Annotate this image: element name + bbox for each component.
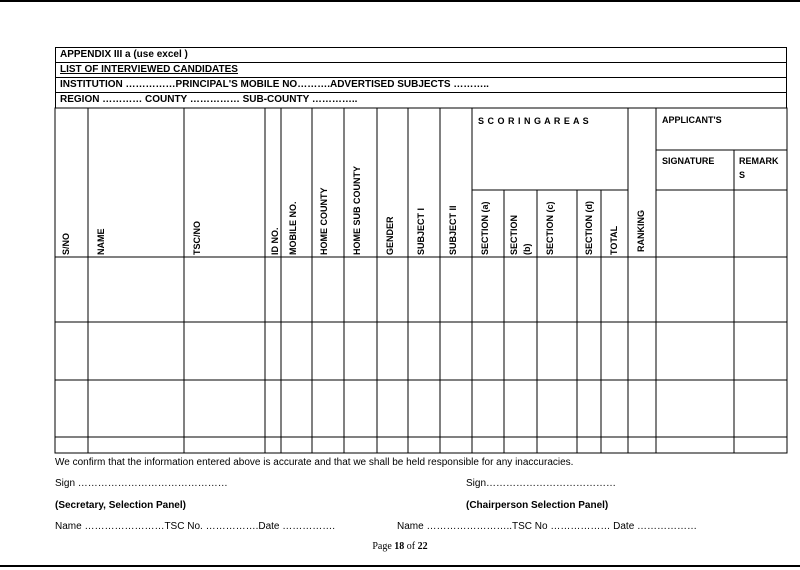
col-id: ID NO. [270,227,280,255]
secretary-label: (Secretary, Selection Panel) [55,500,186,511]
appendix-title: APPENDIX III a (use excel ) [55,47,787,62]
col-section-d: SECTION (d) [584,201,594,255]
name-right: Name ……………………..TSC No ……………… Date ……………… [397,521,698,532]
column-lines [88,108,734,453]
col-section-a: SECTION (a) [480,201,490,255]
col-sno: S/NO [61,232,71,255]
remarks-header-suffix: S [739,170,746,180]
col-home-county: HOME COUNTY [319,187,329,255]
sign-right: Sign………………………………… [466,478,617,489]
col-subject1: SUBJECT I [416,207,426,255]
signature-header: SIGNATURE [662,156,715,166]
chairperson-label: (Chairperson Selection Panel) [466,500,609,511]
col-mobile: MOBILE NO. [288,201,298,255]
institution-line: INSTITUTION ……………PRINCIPAL'S MOBILE NO……….ADVERTISED SUBJECTS ……….. [55,77,787,92]
applicants-header: APPLICANT'S [662,115,722,125]
col-section-c: SECTION (c) [545,201,555,255]
confirmation-text: We confirm that the information entered above is accurate and that we shall be held responsible for any inaccuracies. [55,457,574,468]
col-total: TOTAL [609,225,619,255]
list-title-text: LIST OF INTERVIEWED CANDIDATES [60,64,238,75]
page-current: 18 [394,541,405,552]
page-number [0,541,800,552]
name-left: Name ……………………TSC No. …………….Date ……………. [55,521,336,532]
page-total: 22 [417,541,428,552]
col-ranking: RANKING [636,210,646,252]
col-subject2: SUBJECT II [448,205,458,255]
page-of: of [404,541,418,552]
col-section-b: SECTION [509,214,519,255]
col-name: NAME [96,228,106,255]
col-tsc: TSC/NO [192,220,202,255]
sign-left: Sign ……………………………………… [55,478,228,489]
col-section-b-suffix: (b) [522,243,532,255]
col-home-sub-county: HOME SUB COUNTY [352,165,362,255]
bottom-border [0,565,800,567]
row-lines [55,150,787,437]
region-line: REGION ………… COUNTY …………… SUB-COUNTY ………….. [55,92,787,108]
page-prefix: Page [372,541,395,552]
remarks-header: REMARK [739,156,779,166]
scoring-areas-header: S C O R I N G A R E A S [478,116,590,126]
col-gender: GENDER [385,216,395,255]
